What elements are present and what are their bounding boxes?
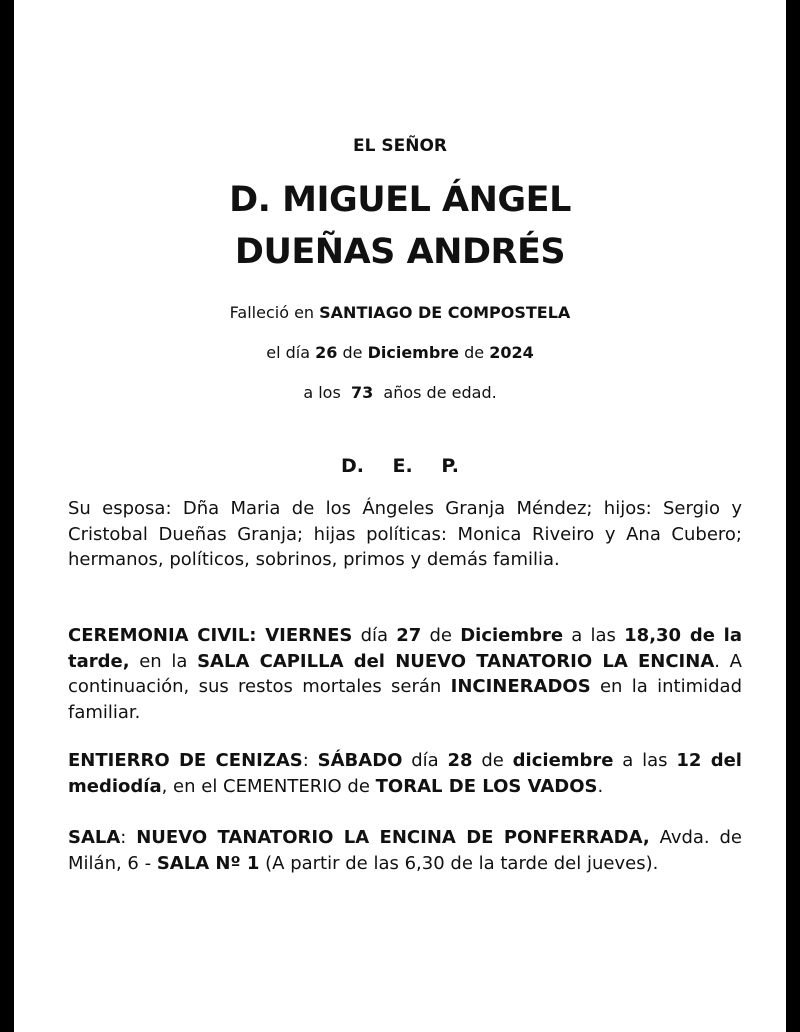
burial-weekday: SÁBADO [317, 750, 403, 771]
date-year: 2024 [489, 343, 534, 362]
death-date-line [14, 343, 786, 362]
age-prefix: a los [303, 383, 341, 402]
age-years: 73 [350, 383, 374, 402]
age-line [14, 383, 786, 402]
ceremony-day: 27 [396, 625, 422, 646]
family-paragraph: Su esposa: Dña Maria de los Ángeles Granja Méndez; hijos: Sergio y Cristobal Dueñas Granja; hijas políticas: Monica Riveiro y Ana Cubero; hermanos, políticos, sobrinos, primos y demás familia. [68, 498, 742, 570]
burial-text: . [597, 775, 604, 797]
sala-venue: NUEVO TANATORIO LA ENCINA DE PONFERRADA, [136, 827, 650, 848]
date-prefix: el día [266, 343, 311, 362]
burial-time: 12 del mediodía [68, 750, 742, 797]
obituary-page [14, 0, 786, 1032]
ceremony-month: Diciembre [460, 625, 564, 646]
ceremony-time: 18,30 de la tarde, [68, 625, 742, 672]
ceremony-text: a las [571, 625, 616, 646]
sala-paragraph [68, 825, 742, 876]
death-place-line [14, 303, 786, 322]
ceremony-text: . A continuación, sus restos mortales serán [68, 650, 742, 697]
burial-place: TORAL DE LOS VADOS [375, 775, 598, 797]
burial-text: día [411, 750, 439, 771]
date-of: de [342, 343, 363, 362]
burial-label: ENTIERRO DE CENIZAS [68, 750, 303, 771]
death-place: SANTIAGO DE COMPOSTELA [319, 303, 571, 322]
ceremony-venue: SALA CAPILLA del NUEVO TANATORIO LA ENCINA [197, 650, 715, 672]
ceremony-text: en la [139, 650, 188, 672]
ceremony-text: día [360, 625, 389, 646]
deceased-name-line2: DUEÑAS ANDRÉS [234, 232, 566, 272]
ceremony-action: INCINERADOS [450, 676, 591, 697]
date-day: 26 [315, 343, 338, 362]
ceremony-text: en la intimidad familiar. [68, 676, 742, 723]
heading: EL SEÑOR [353, 136, 447, 156]
burial-month: diciembre [512, 750, 614, 771]
ceremony-label: CEREMONIA CIVIL: VIERNES [68, 625, 353, 646]
deceased-name-line1: D. MIGUEL ÁNGEL [229, 180, 571, 220]
sala-label: SALA [68, 827, 121, 848]
burial-paragraph [68, 748, 742, 799]
date-of: de [464, 343, 485, 362]
ceremony-text: de [429, 625, 452, 646]
age-suffix: años de edad. [383, 383, 497, 402]
ceremony-paragraph [68, 623, 742, 725]
burial-text: , en el CEMENTERIO de [161, 775, 370, 797]
burial-text: a las [622, 750, 668, 771]
sala-text: : [120, 827, 127, 848]
burial-text: : [302, 750, 309, 771]
burial-text: de [481, 750, 504, 771]
sala-text: Avda. de Milán, 6 - [68, 827, 742, 874]
sala-text: (A partir de las 6,30 de la tarde del jueves). [265, 852, 659, 874]
sala-room: SALA Nº 1 [156, 852, 260, 874]
rip-line: D. E. P. [340, 455, 460, 477]
date-month: Diciembre [367, 343, 460, 362]
death-prefix: Falleció en [229, 303, 315, 322]
burial-day: 28 [447, 750, 473, 771]
